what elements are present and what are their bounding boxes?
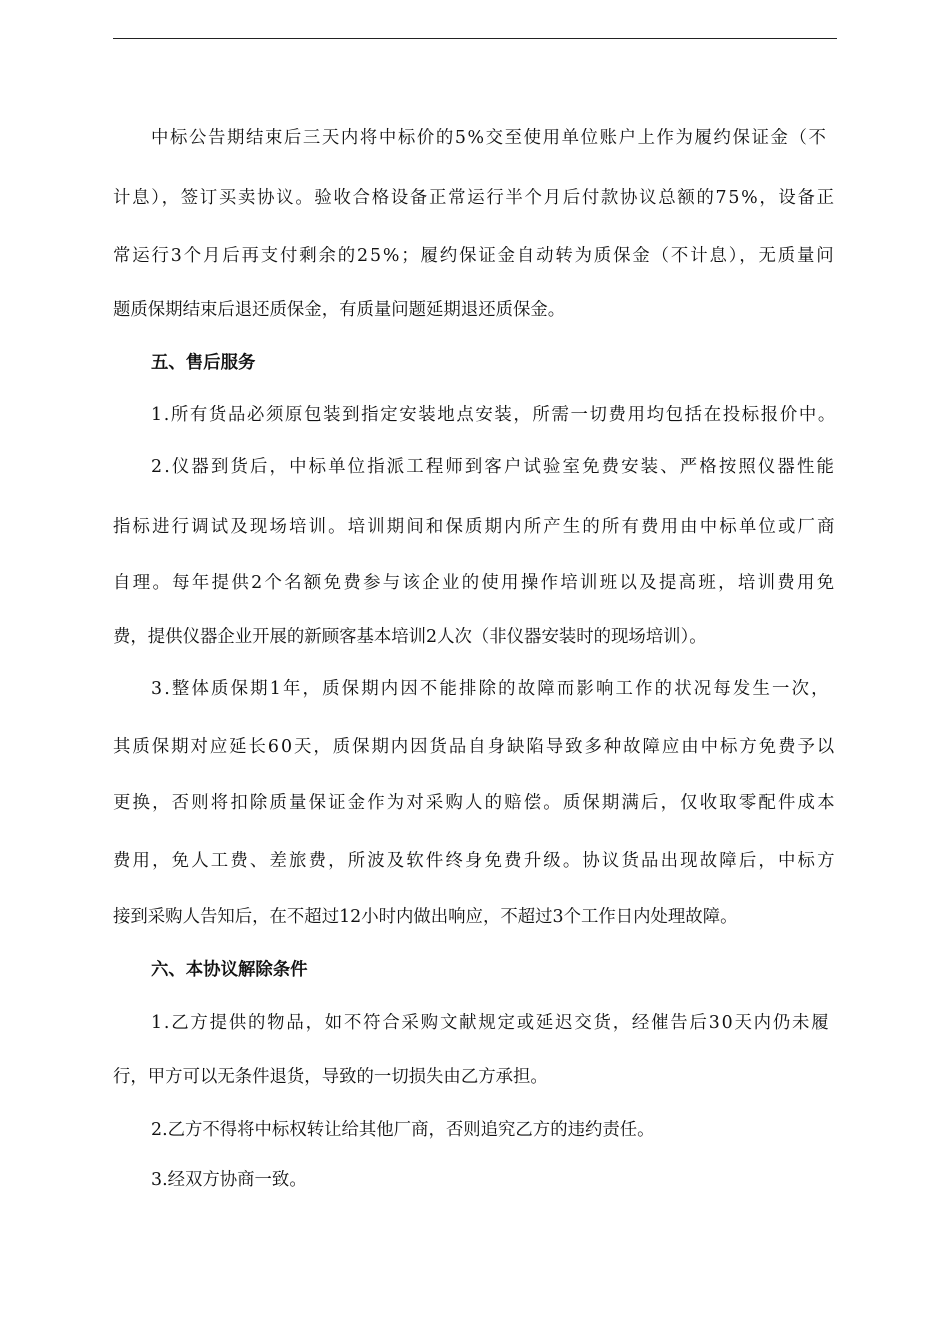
body-paragraph-line: 接到采购人告知后，在不超过12小时内做出响应，不超过3个工作日内处理故障。: [113, 907, 738, 927]
body-paragraph-line: 指标进行调试及现场培训。培训期间和保质期内所产生的所有费用由中标单位或厂商: [113, 517, 837, 537]
body-paragraph-line: 2.仪器到货后，中标单位指派工程师到客户试验室免费安装、严格按照仪器性能: [151, 457, 837, 477]
body-paragraph-line: 3.整体质保期1年，质保期内因不能排除的故障而影响工作的状况每发生一次，: [151, 679, 831, 699]
body-paragraph-line: 3.经双方协商一致。: [151, 1170, 307, 1190]
section-heading: 五、售后服务: [151, 353, 256, 373]
body-paragraph-line: 2.乙方不得将中标权转让给其他厂商，否则追究乙方的违约责任。: [151, 1120, 655, 1140]
body-paragraph-line: 题质保期结束后退还质保金，有质量问题延期退还质保金。: [113, 300, 566, 320]
section-heading: 六、本协议解除条件: [151, 960, 308, 980]
body-paragraph-line: 行，甲方可以无条件退货，导致的一切损失由乙方承担。: [113, 1067, 548, 1087]
body-paragraph-line: 费用，免人工费、差旅费，所波及软件终身免费升级。协议货品出现故障后，中标方: [113, 851, 837, 871]
body-paragraph-line: 常运行3个月后再支付剩余的25%；履约保证金自动转为质保金（不计息），无质量问: [113, 246, 836, 266]
body-paragraph-line: 计息），签订买卖协议。验收合格设备正常运行半个月后付款协议总额的75%，设备正: [113, 188, 836, 208]
body-paragraph-line: 费，提供仪器企业开展的新顾客基本培训2人次（非仪器安装时的现场培训）。: [113, 627, 707, 647]
body-paragraph-line: 自理。每年提供2个名额免费参与该企业的使用操作培训班以及提高班，培训费用免: [113, 573, 837, 593]
body-paragraph-line: 更换，否则将扣除质量保证金作为对采购人的赔偿。质保期满后，仅收取零配件成本: [113, 793, 837, 813]
body-paragraph-line: 中标公告期结束后三天内将中标价的5%交至使用单位账户上作为履约保证金（不: [151, 128, 828, 148]
body-paragraph-line: 其质保期对应延长60天，质保期内因货品自身缺陷导致多种故障应由中标方免费予以: [113, 737, 837, 757]
body-paragraph-line: 1.乙方提供的物品，如不符合采购文献规定或延迟交货，经催告后30天内仍未履: [151, 1013, 831, 1033]
header-rule: [113, 38, 837, 39]
body-paragraph-line: 1.所有货品必须原包装到指定安装地点安装，所需一切费用均包括在投标报价中。: [151, 405, 837, 425]
